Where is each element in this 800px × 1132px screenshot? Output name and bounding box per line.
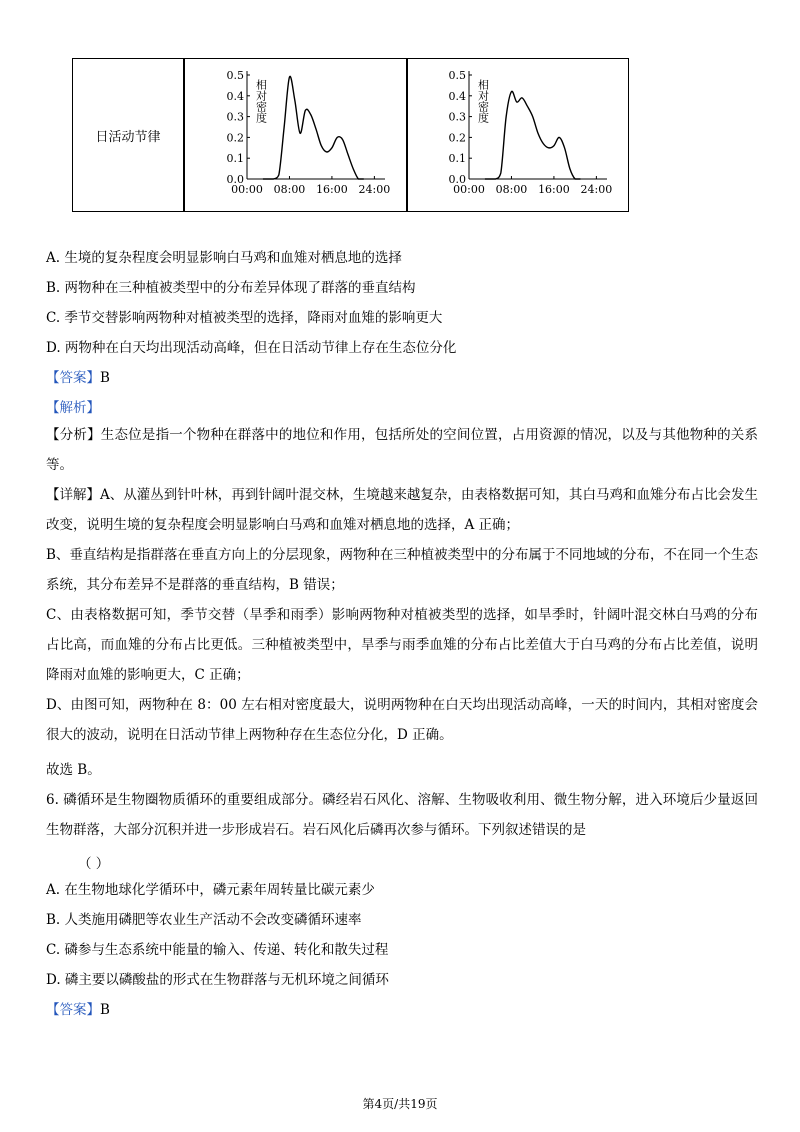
answer-label: 【答案】 [46,1002,100,1018]
option-b: B. 两物种在三种植被类型中的分布差异体现了群落的垂直结构 [46,280,416,296]
conclusion: 故选 B。 [46,762,101,778]
y-tick-label: 0.3 [448,110,466,124]
y-tick-label: 0.1 [448,152,466,166]
q6-option-c: C. 磷参与生态系统中能量的输入、传递、转化和散失过程 [46,942,389,958]
y-tick-label: 0.4 [448,89,466,103]
y-axis-label: 相对密度 [254,79,268,123]
x-tick-label: 00:00 [453,183,485,196]
y-tick-label: 0.5 [226,69,244,82]
detail-c: C、由表格数据可知，季节交替（旱季和雨季）影响两物种对植被类型的选择，如旱季时，针阔叶混交林白马鸡的分布占比高，而血雉的分布占比更低。三种植被类型中，旱季与雨季血雉的分布占比差值大于白马鸡的分布占比差值，说明降雨对血雉的影响更大，C 正确； [46,607,758,683]
question-6-paren: （ ） [78,856,110,872]
chart-blood-pheasant [435,61,615,213]
q6-option-a: A. 在生物地球化学循环中，磷元素年周转量比碳元素少 [46,882,375,898]
detail-a: 【详解】A、从灌丛到针叶林，再到针阔叶混交林，生境越来越复杂，由表格数据可知，其白马鸡和血雉分布占比会发生改变，说明生境的复杂程度会明显影响白马鸡和血雉对栖息地的选择，A 正确； [46,487,758,533]
activity-chart-1 [213,61,393,209]
series-line [485,91,581,179]
y-tick-label: 0.2 [448,131,466,145]
option-d: D. 两物种在白天均出现活动高峰，但在日活动节律上存在生态位分化 [46,340,457,356]
analysis-label: 【解析】 [46,400,100,416]
option-a: A. 生境的复杂程度会明显影响白马鸡和血雉对栖息地的选择 [46,250,402,266]
detail-b: B、垂直结构是指群落在垂直方向上的分层现象，两物种在三种植被类型中的分布属于不同地域的分布，不在同一个生态系统，其分布差异不是群落的垂直结构，B 错误； [46,547,758,593]
analysis-fenxi: 【分析】生态位是指一个物种在群落中的地位和作用，包括所处的空间位置，占用资源的情况，以及与其他物种的关系等。 [46,427,758,473]
q6-option-d: D. 磷主要以磷酸盐的形式在生物群落与无机环境之间循环 [46,972,389,988]
y-tick-label: 0.3 [226,110,244,124]
activity-rhythm-table [72,58,629,212]
x-tick-label: 08:00 [495,183,528,196]
row-label: 日活动节律 [95,129,161,145]
table-divider [406,59,408,211]
chart-white-eared-pheasant [213,61,393,213]
y-tick-label: 0.5 [448,69,466,82]
x-tick-label: 16:00 [538,183,570,196]
x-tick-label: 16:00 [316,183,348,196]
x-tick-label: 24:00 [358,183,391,196]
q6-answer-line [46,998,110,1018]
y-axis-label: 相对密度 [476,79,490,123]
answer-line [46,366,110,386]
activity-chart-2 [435,61,615,209]
y-tick-label: 0.0 [226,173,244,186]
page-footer: 第4页/共19页 [362,1097,438,1111]
y-tick-label: 0.1 [226,152,244,166]
x-tick-label: 24:00 [580,183,613,196]
option-c: C. 季节交替影响两物种对植被类型的选择，降雨对血雉的影响更大 [46,310,443,326]
y-tick-label: 0.4 [226,89,244,103]
answer-label: 【答案】 [46,370,100,386]
q6-option-b: B. 人类施用磷肥等农业生产活动不会改变磷循环速率 [46,912,362,928]
question-6-stem: 6. 磷循环是生物圈物质循环的重要组成部分。磷经岩石风化、溶解、生物吸收利用、微生物分解，进入环境后少量返回生物群落，大部分沉积并进一步形成岩石。岩石风化后磷再次参与循环。下列叙述错误的是 [46,792,758,838]
y-tick-label: 0.2 [226,131,244,145]
detail-d: D、由图可知，两物种在 8：00 左右相对密度最大，说明两物种在白天均出现活动高峰，一天的时间内，其相对密度会很大的波动，说明在日活动节律上两物种存在生态位分化，D 正确。 [46,697,758,743]
answer-value: B [100,1002,110,1018]
answer-value: B [100,370,110,386]
y-tick-label: 0.0 [448,173,466,186]
x-tick-label: 08:00 [273,183,306,196]
table-divider [183,59,185,211]
series-line [263,76,364,179]
x-tick-label: 00:00 [231,183,263,196]
